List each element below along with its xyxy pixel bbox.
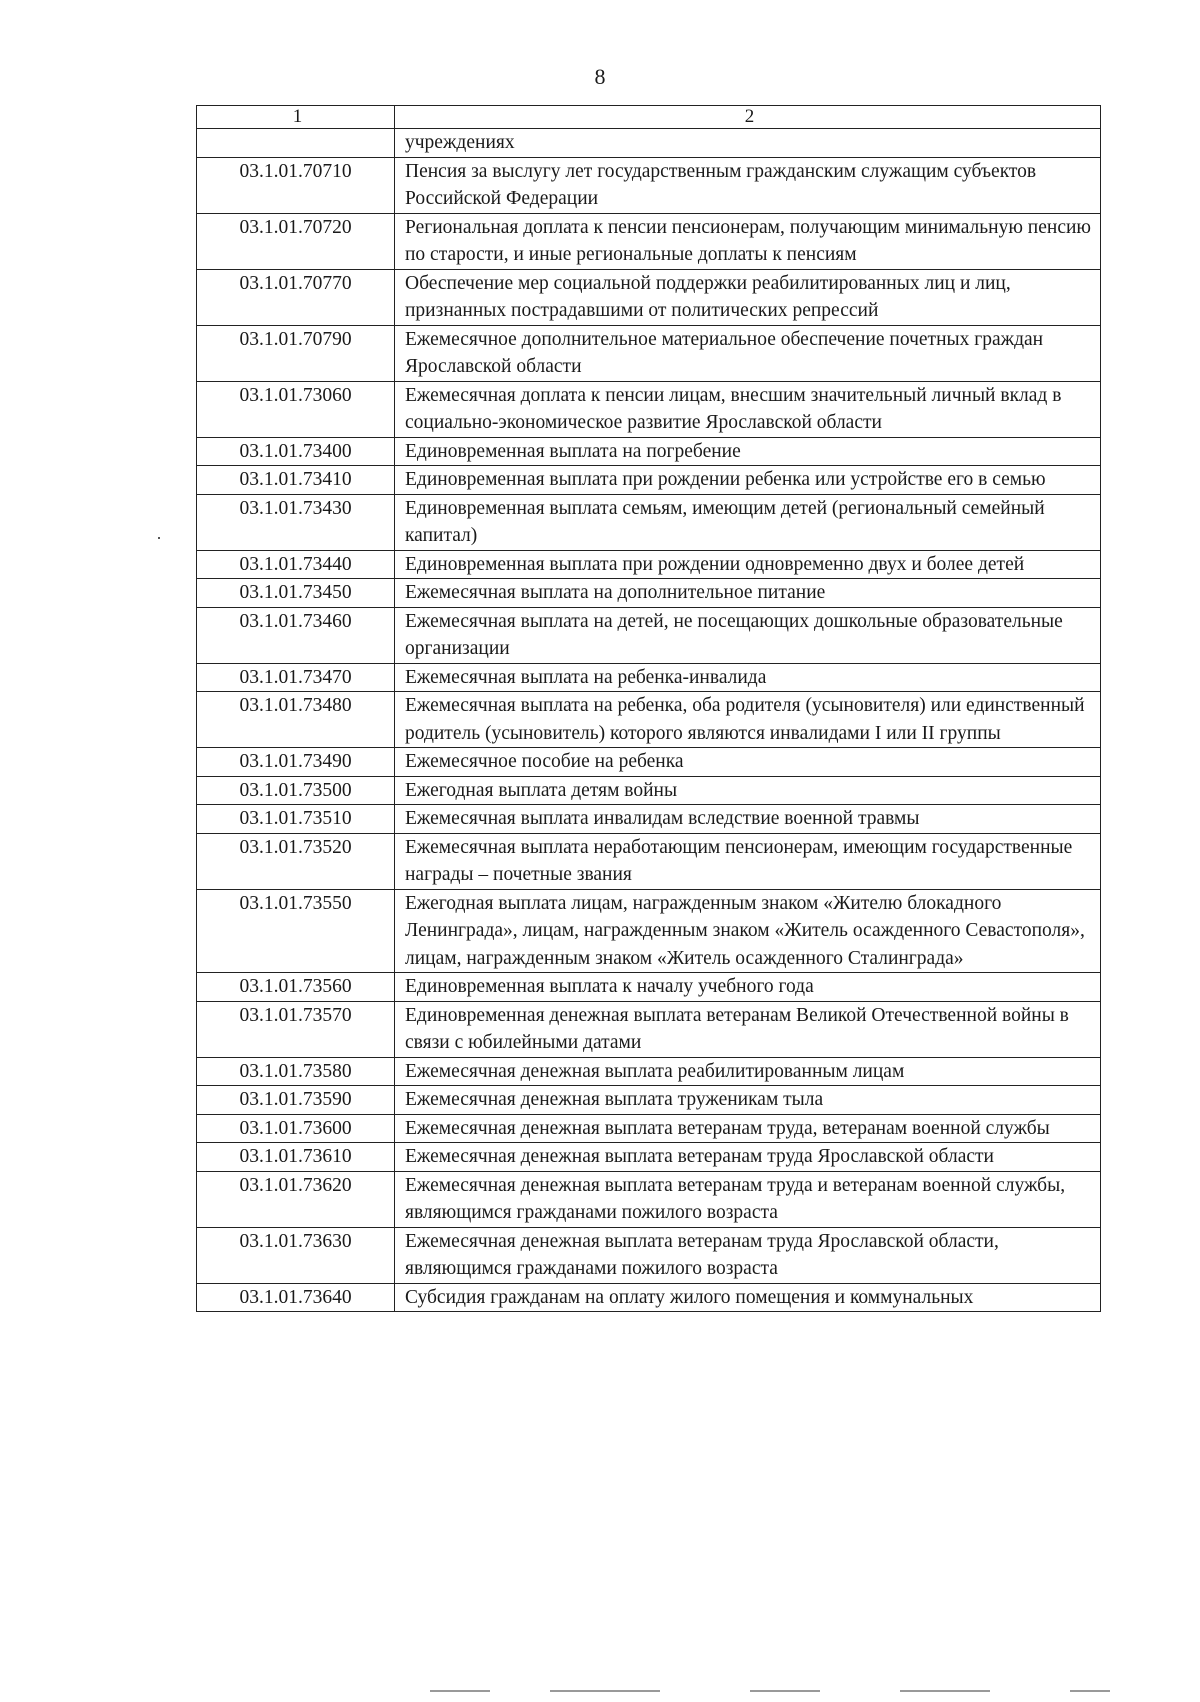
row-description: Ежемесячная денежная выплата ветеранам труда и ветеранам военной службы, являющимся гражданами пожилого возраста [395,1171,1101,1227]
row-code: 03.1.01.73410 [197,466,395,495]
row-code: 03.1.01.73400 [197,437,395,466]
budget-classification-table [196,105,1101,1312]
table-row [197,607,1101,663]
row-code: 03.1.01.73630 [197,1227,395,1283]
table-row [197,325,1101,381]
row-code [197,129,395,158]
table-row [197,157,1101,213]
table-header-row [197,106,1101,129]
table-row [197,437,1101,466]
row-description: Региональная доплата к пенсии пенсионерам, получающим минимальную пенсию по старости, и иные региональные доплаты к пенсиям [395,213,1101,269]
table-row [197,213,1101,269]
row-description: Единовременная выплата при рождении ребенка или устройстве его в семью [395,466,1101,495]
row-code: 03.1.01.73440 [197,550,395,579]
table-row [197,494,1101,550]
row-description: Ежемесячная выплата инвалидам вследствие военной травмы [395,805,1101,834]
table-row [197,1283,1101,1312]
row-code: 03.1.01.73610 [197,1143,395,1172]
table-row [197,1086,1101,1115]
row-code: 03.1.01.73480 [197,692,395,748]
row-code: 03.1.01.70720 [197,213,395,269]
row-description: Ежемесячная денежная выплата реабилитированным лицам [395,1057,1101,1086]
table-row [197,1057,1101,1086]
column-header-description: 2 [395,106,1101,129]
row-description: Единовременная выплата при рождении одновременно двух и более детей [395,550,1101,579]
table-row [197,1143,1101,1172]
scan-speck [158,537,160,539]
row-code: 03.1.01.70790 [197,325,395,381]
row-code: 03.1.01.73460 [197,607,395,663]
table-row [197,1001,1101,1057]
row-description: Ежегодная выплата лицам, награжденным знаком «Жителю блокадного Ленинграда», лицам, награжденным знаком «Житель осажденного Севастополя», лицам, награжденным знаком «Житель осажденного Сталинграда» [395,889,1101,973]
row-description: Ежемесячная выплата на дополнительное питание [395,579,1101,608]
row-code: 03.1.01.73580 [197,1057,395,1086]
row-code: 03.1.01.73490 [197,748,395,777]
row-description: Единовременная выплата к началу учебного года [395,973,1101,1002]
row-description: Ежемесячная выплата неработающим пенсионерам, имеющим государственные награды – почетные звания [395,833,1101,889]
row-description: Обеспечение мер социальной поддержки реабилитированных лиц и лиц, признанных пострадавшими от политических репрессий [395,269,1101,325]
table-row [197,805,1101,834]
row-code: 03.1.01.73550 [197,889,395,973]
row-code: 03.1.01.73570 [197,1001,395,1057]
table-row [197,550,1101,579]
row-description: Ежемесячное дополнительное материальное обеспечение почетных граждан Ярославской области [395,325,1101,381]
row-code: 03.1.01.73470 [197,663,395,692]
row-code: 03.1.01.70770 [197,269,395,325]
row-description: Ежемесячная денежная выплата ветеранам труда, ветеранам военной службы [395,1114,1101,1143]
table-row [197,748,1101,777]
table-row [197,692,1101,748]
row-code: 03.1.01.73560 [197,973,395,1002]
table-row [197,1227,1101,1283]
row-description: Ежемесячная выплата на ребенка, оба родителя (усыновителя) или единственный родитель (усыновитель) которого являются инвалидами I или II группы [395,692,1101,748]
row-code: 03.1.01.73060 [197,381,395,437]
table-row [197,579,1101,608]
page-number: 8 [594,64,606,89]
table-row [197,466,1101,495]
row-code: 03.1.01.73500 [197,776,395,805]
row-description: Ежемесячная денежная выплата ветеранам труда Ярославской области [395,1143,1101,1172]
row-description: Ежемесячное пособие на ребенка [395,748,1101,777]
footer-scan-marks [430,1690,1120,1693]
row-description: Ежемесячная доплата к пенсии лицам, внесшим значительный личный вклад в социально-экономическое развитие Ярославской области [395,381,1101,437]
row-description: Единовременная денежная выплата ветеранам Великой Отечественной войны в связи с юбилейными датами [395,1001,1101,1057]
row-description: Единовременная выплата семьям, имеющим детей (региональный семейный капитал) [395,494,1101,550]
table-row [197,269,1101,325]
row-code: 03.1.01.70710 [197,157,395,213]
row-code: 03.1.01.73510 [197,805,395,834]
table-row [197,833,1101,889]
table-row [197,973,1101,1002]
row-code: 03.1.01.73430 [197,494,395,550]
table-row [197,889,1101,973]
row-description: Единовременная выплата на погребение [395,437,1101,466]
row-description: учреждениях [395,129,1101,158]
table-row [197,381,1101,437]
row-description: Субсидия гражданам на оплату жилого помещения и коммунальных [395,1283,1101,1312]
row-description: Ежемесячная денежная выплата ветеранам труда Ярославской области, являющимся гражданами пожилого возраста [395,1227,1101,1283]
table-row [197,129,1101,158]
row-code: 03.1.01.73620 [197,1171,395,1227]
table-row [197,1114,1101,1143]
row-code: 03.1.01.73520 [197,833,395,889]
table-row [197,1171,1101,1227]
table-body [197,129,1101,1312]
row-code: 03.1.01.73640 [197,1283,395,1312]
row-description: Ежемесячная выплата на ребенка-инвалида [395,663,1101,692]
row-code: 03.1.01.73590 [197,1086,395,1115]
table-row [197,776,1101,805]
row-description: Пенсия за выслугу лет государственным гражданским служащим субъектов Российской Федерации [395,157,1101,213]
row-description: Ежемесячная денежная выплата труженикам тыла [395,1086,1101,1115]
row-description: Ежемесячная выплата на детей, не посещающих дошкольные образовательные организации [395,607,1101,663]
row-description: Ежегодная выплата детям войны [395,776,1101,805]
row-code: 03.1.01.73600 [197,1114,395,1143]
column-header-code: 1 [197,106,395,129]
table-row [197,663,1101,692]
row-code: 03.1.01.73450 [197,579,395,608]
